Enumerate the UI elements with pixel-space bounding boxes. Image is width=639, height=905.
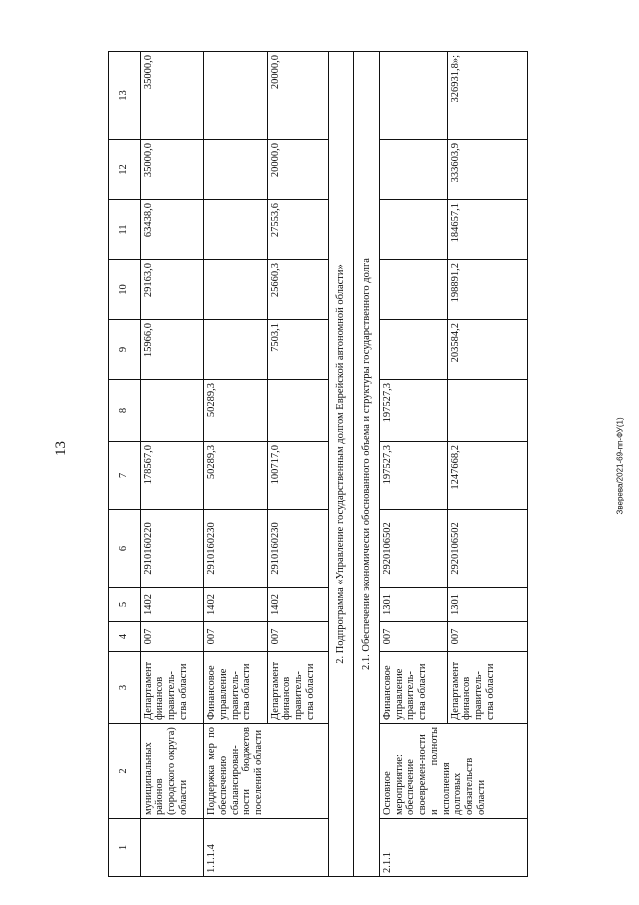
cell-section: 1402 [267, 588, 328, 622]
col-header-2: 2 [109, 724, 141, 819]
cell-value: 7503,1 [267, 320, 328, 380]
cell-value: 198891,2 [447, 260, 527, 320]
cell-section: 1402 [204, 588, 267, 622]
cell-value [204, 320, 267, 380]
cell-value: 20000,0 [267, 52, 328, 140]
table-row [140, 52, 203, 877]
cell-name: муниципальных районов (городского округа) области [140, 724, 203, 819]
cell-code: 1.1.1.4 [204, 819, 329, 877]
cell-value: 50289,3 [204, 380, 267, 442]
col-header-11: 11 [109, 200, 141, 260]
cell-value [379, 320, 447, 380]
cell-value: 203584,2 [447, 320, 527, 380]
cell-value: 35000,0 [140, 52, 203, 140]
col-header-9: 9 [109, 320, 141, 380]
cell-executor: Департамент финансов правитель-ства области [267, 652, 328, 724]
cell-value [379, 260, 447, 320]
cell-total: 100717,0 [267, 442, 328, 510]
cell-total: 197527,3 [379, 442, 447, 510]
col-header-8: 8 [109, 380, 141, 442]
table-row [204, 52, 267, 877]
cell-total: 50289,3 [204, 442, 267, 510]
col-header-1: 1 [109, 819, 141, 877]
cell-value: 333603,9 [447, 140, 527, 200]
cell-value: 27553,6 [267, 200, 328, 260]
cell-target-article: 2910160230 [267, 510, 328, 588]
col-header-12: 12 [109, 140, 141, 200]
cell-grbs: 007 [267, 622, 328, 652]
col-header-4: 4 [109, 622, 141, 652]
col-header-6: 6 [109, 510, 141, 588]
cell-value: 20000,0 [267, 140, 328, 200]
cell-grbs: 007 [204, 622, 267, 652]
cell-value: 197527,3 [379, 380, 447, 442]
table-frame [108, 52, 528, 877]
cell-section: 1402 [140, 588, 203, 622]
section-row [329, 52, 354, 877]
cell-value [447, 380, 527, 442]
cell-executor: Департамент финансов правитель-ства области [447, 652, 527, 724]
cell-value [204, 52, 267, 140]
header-row [109, 52, 141, 877]
cell-executor: Финансовое управление правитель-ства области [379, 652, 447, 724]
cell-total: 178567,0 [140, 442, 203, 510]
cell-section: 1301 [447, 588, 527, 622]
cell-value: 35000,0 [140, 140, 203, 200]
cell-value [379, 140, 447, 200]
cell-executor: Финансовое управление правитель-ства области [204, 652, 267, 724]
cell-value [267, 380, 328, 442]
table-row [379, 52, 447, 877]
budget-table [108, 51, 528, 877]
cell-value: 25660,3 [267, 260, 328, 320]
cell-value: 326931,8»; [447, 52, 527, 140]
cell-value: 184657,1 [447, 200, 527, 260]
cell-code [140, 819, 203, 877]
col-header-3: 3 [109, 652, 141, 724]
col-header-10: 10 [109, 260, 141, 320]
cell-value [204, 260, 267, 320]
cell-value: 15966,0 [140, 320, 203, 380]
cell-value: 29163,0 [140, 260, 203, 320]
cell-name: Основное мероприятие: обеспечение своевремен-ности и полноты исполнения долговых обязательств области [379, 724, 527, 819]
cell-target-article: 2910160230 [204, 510, 267, 588]
cell-target-article: 2920106502 [379, 510, 447, 588]
cell-code: 2.1.1 [379, 819, 527, 877]
cell-grbs: 007 [447, 622, 527, 652]
cell-value [379, 52, 447, 140]
cell-total: 1247668,2 [447, 442, 527, 510]
col-header-5: 5 [109, 588, 141, 622]
table-rotator [108, 52, 528, 877]
cell-value [379, 200, 447, 260]
cell-target-article: 2910160220 [140, 510, 203, 588]
cell-name: Поддержка мер по обеспечению сбалансирован-ности бюджетов поселений области [204, 724, 329, 819]
subsection-title: 2.1. Обеспечение экономически обоснованного объема и структуры государственного долга [354, 52, 379, 877]
col-header-13: 13 [109, 52, 141, 140]
cell-value [204, 200, 267, 260]
cell-grbs: 007 [379, 622, 447, 652]
document-reference: Зверева/2021-69-пп-ФУ(1) [615, 417, 625, 515]
cell-section: 1301 [379, 588, 447, 622]
cell-target-article: 2920106502 [447, 510, 527, 588]
page-number: 13 [53, 441, 69, 456]
cell-executor: Департамент финансов правитель-ства области [140, 652, 203, 724]
cell-value [204, 140, 267, 200]
subprogram-title: 2. Подпрограмма «Управление государственным долгом Еврейской автономной области» [329, 52, 354, 877]
cell-value [140, 380, 203, 442]
col-header-7: 7 [109, 442, 141, 510]
section-row [354, 52, 379, 877]
cell-value: 63438,0 [140, 200, 203, 260]
cell-grbs: 007 [140, 622, 203, 652]
